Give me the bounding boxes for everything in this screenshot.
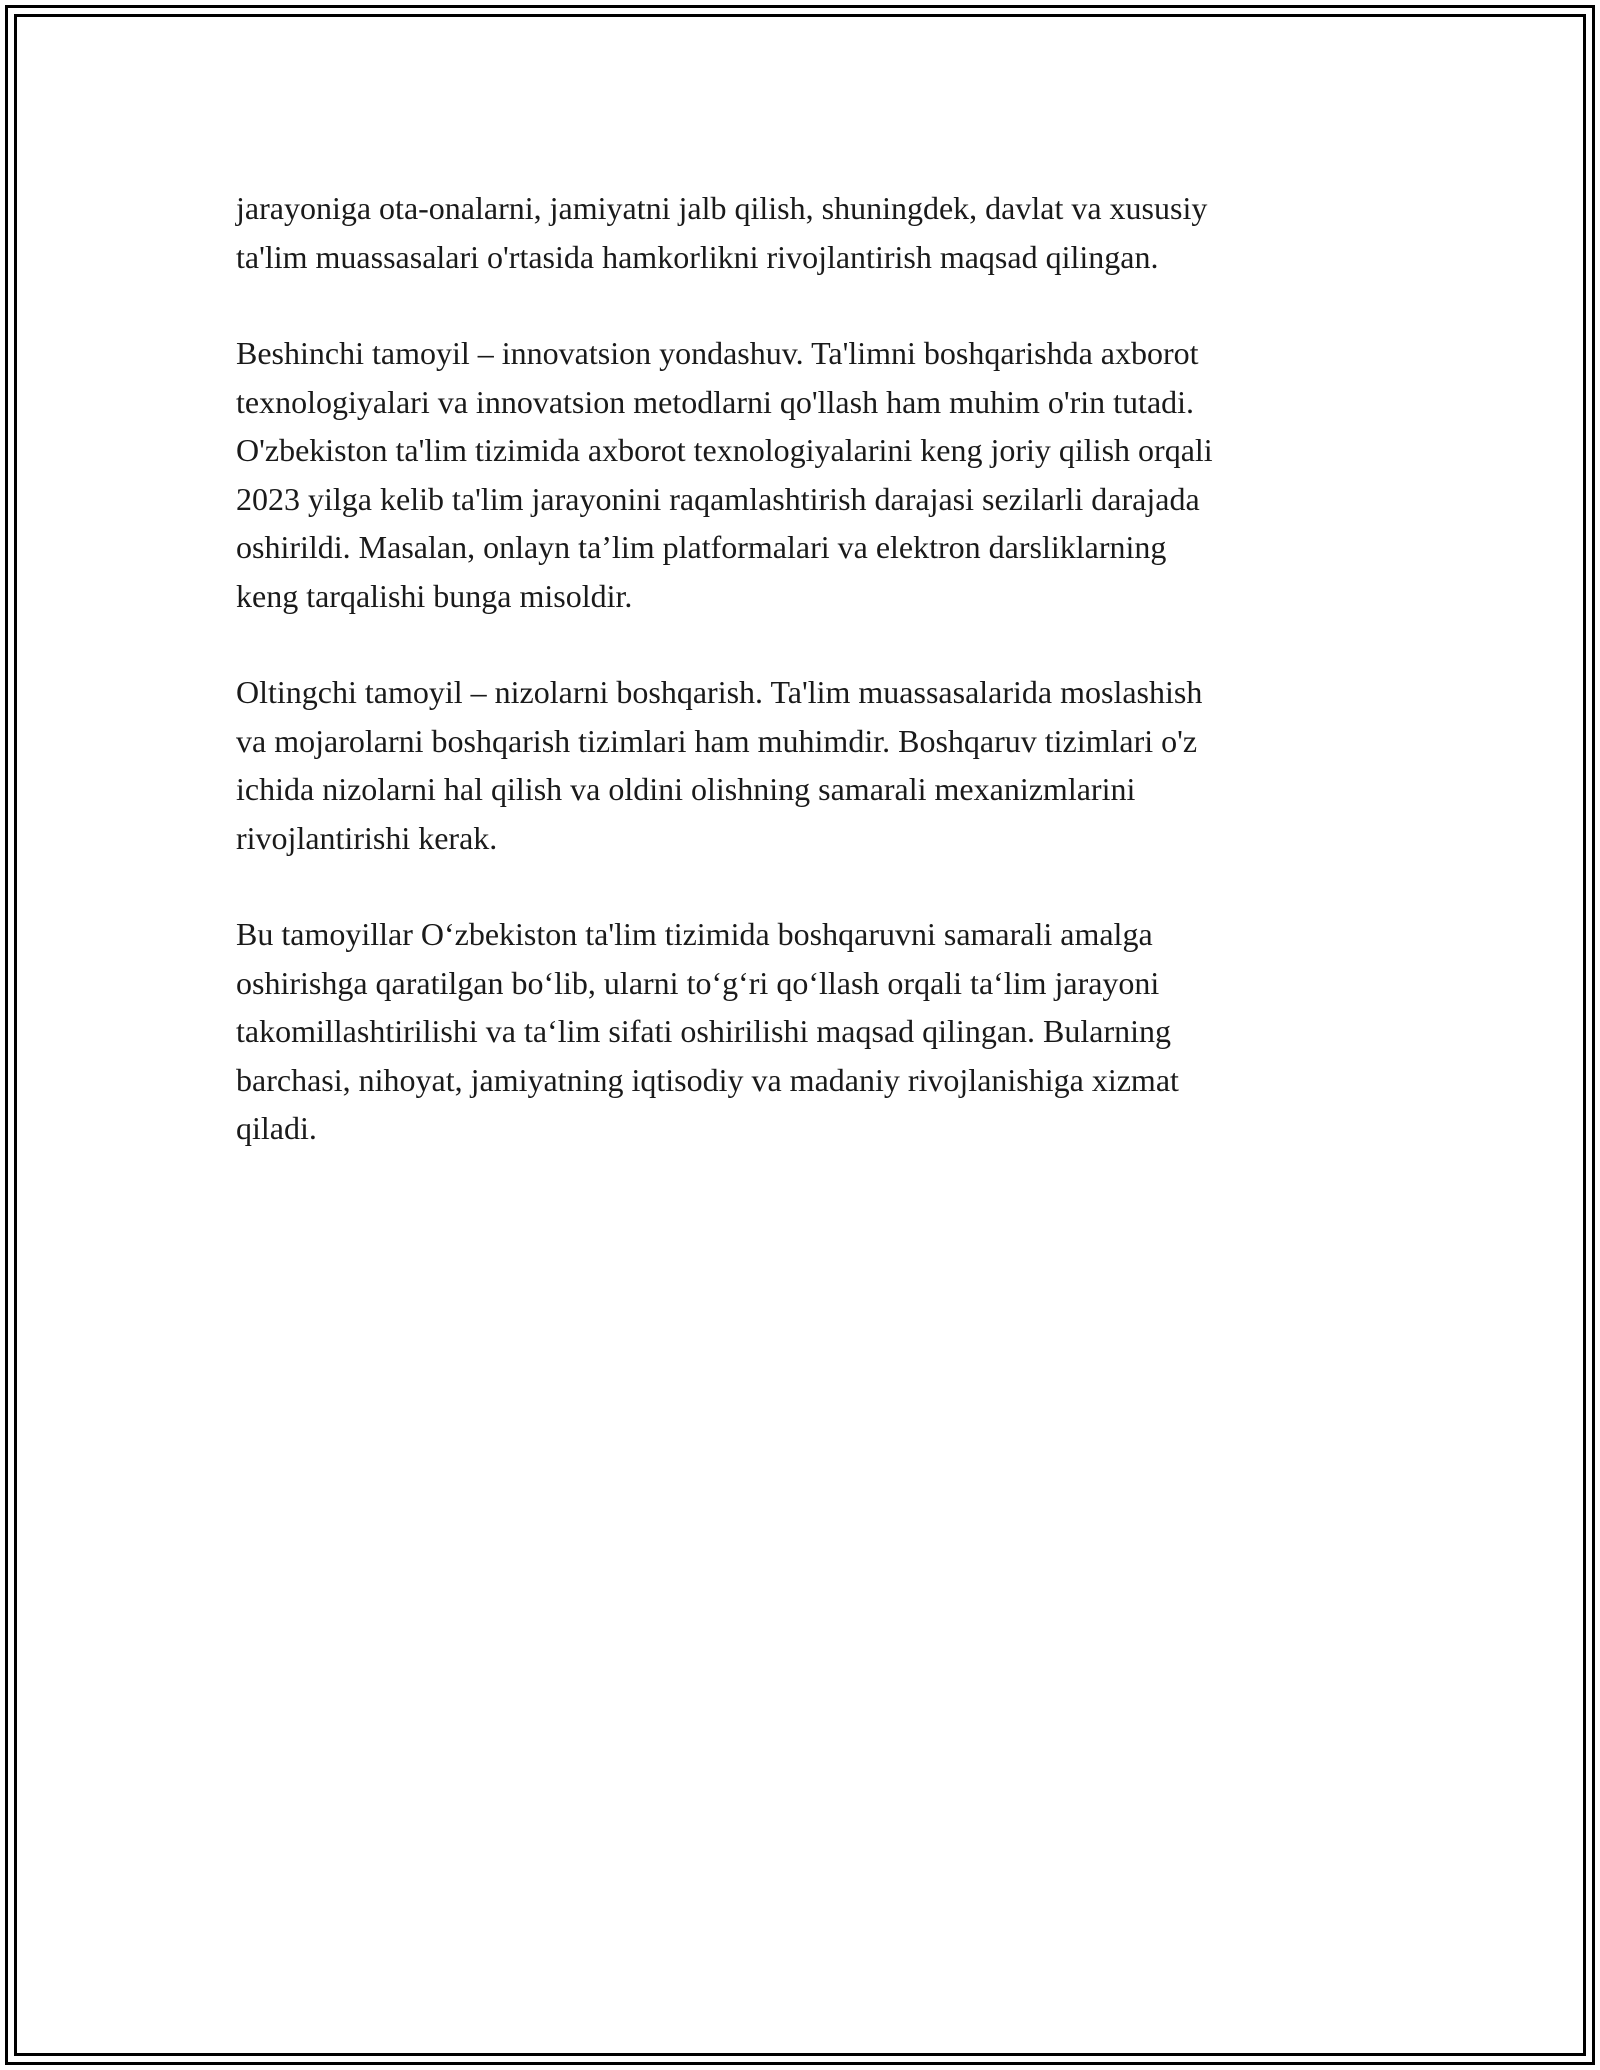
paragraph-sixth-principle: Oltingchi tamoyil – nizolarni boshqarish. Ta'lim muassasalarida moslashish va mojarolarni boshqarish tizimlari ham muhimdir. Boshqaruv tizimlari o'z ichida nizolarni hal qilish va oldini olishning samarali mexanizmlarini rivojlantirishi kerak.: [236, 674, 1203, 856]
document-body: [236, 184, 1366, 1201]
paragraph-fifth-principle: Beshinchi tamoyil – innovatsion yondashuv. Ta'limni boshqarishda axborot texnologiyalari va innovatsion metodlarni qo'llash ham muhim o'rin tutadi. O'zbekiston ta'lim tizimida axborot texnologiyalarini keng joriy qilish orqali 2023 yilga kelib ta'lim jarayonini raqamlashtirish darajasi sezilarli darajada oshirildi. Masalan, onlayn ta’lim platformalari va elektron darsliklarning keng tarqalishi bunga misoldir.: [236, 335, 1213, 614]
paragraph-continuation: jarayoniga ota-onalarni, jamiyatni jalb qilish, shuningdek, davlat va xususiy ta'lim muassasalari o'rtasida hamkorlikni rivojlantirish maqsad qilingan.: [236, 190, 1208, 275]
paragraph-conclusion: Bu tamoyillar O‘zbekiston ta'lim tizimida boshqaruvni samarali amalga oshirishga qaratilgan bo‘lib, ularni to‘g‘ri qo‘llash orqali ta‘lim jarayoni takomillashtirilishi va ta‘lim sifati oshirilishi maqsad qilingan. Bularning barchasi, nihoyat, jamiyatning iqtisodiy va madaniy rivojlanishiga xizmat qiladi.: [236, 916, 1179, 1146]
